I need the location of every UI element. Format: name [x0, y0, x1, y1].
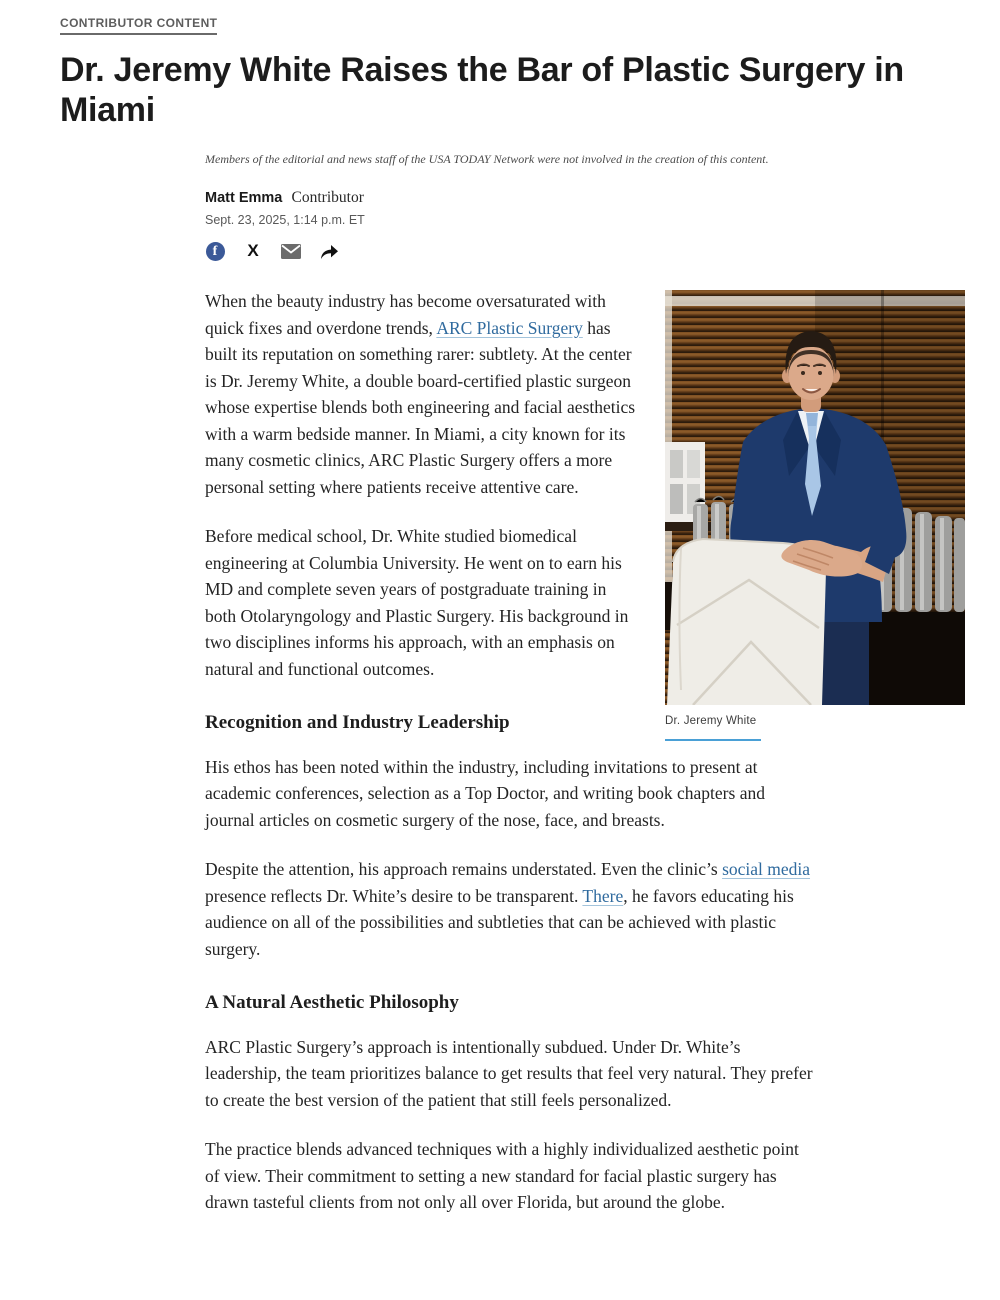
article-paragraph: The practice blends advanced techniques with a highly individualized aesthetic point of view. Their commitment to setting a new standard for facial plastic surgery has drawn tasteful clients from not only all over Florida, but around the globe. [205, 1139, 799, 1213]
inline-link[interactable]: social media [722, 859, 811, 880]
contributor-content-kicker: CONTRIBUTOR CONTENT [60, 16, 217, 35]
byline [205, 189, 965, 207]
inline-link[interactable]: ARC Plastic Surgery [436, 317, 583, 338]
section-heading: A Natural Aesthetic Philosophy [205, 992, 459, 1014]
article-body-region [205, 288, 965, 1216]
share-toolbar [205, 241, 965, 261]
x-icon: X [247, 241, 259, 261]
photo-caption: Dr. Jeremy White [665, 715, 757, 728]
article-meta [205, 151, 965, 261]
doctor-photo [665, 290, 965, 705]
more-share-button[interactable] [319, 241, 339, 261]
publish-date: Sept. 23, 2025, 1:14 p.m. ET [205, 213, 365, 228]
article-paragraph: Before medical school, Dr. White studied biomedical engineering at Columbia University. He went on to earn his MD and complete seven years of postgraduate training in both Otolaryngology and Plastic Surgery. His background in two disciplines informs his approach, with an emphasis on natural and functional outcomes. [205, 526, 629, 679]
article-paragraph: When the beauty industry has become oversaturated with quick fixes and overdone trends, ARC Plastic Surgery has built its reputation on something rarer: subtlety. At the center is Dr. Jeremy White, a double board-certified plastic surgeon whose expertise blends both engineering and facial aesthetics with a warm bedside manner. In Miami, a city known for its many cosmetic clinics, ARC Plastic Surgery offers a more personal setting where patients receive attentive care. [205, 291, 636, 497]
article-paragraph: ARC Plastic Surgery’s approach is intentionally subdued. Under Dr. White’s leadership, the team prioritizes balance to get results that feel very natural. They prefer to create the best version of the patient that still feels personalized. [205, 1036, 813, 1110]
share-arrow-icon [319, 243, 339, 260]
email-share-button[interactable] [281, 241, 301, 261]
section-heading: Recognition and Industry Leadership [205, 712, 510, 734]
author-role: Contributor [291, 189, 364, 207]
email-icon [281, 244, 301, 259]
photo-illustration [665, 290, 965, 705]
caption-rule [665, 739, 761, 741]
x-share-button[interactable] [243, 241, 263, 261]
article-paragraph: His ethos has been noted within the industry, including invitations to present at academic conferences, selection as a Top Doctor, and writing book chapters and journal articles on cosmetic surgery of the nose, face, and breasts. [205, 756, 765, 830]
article-paragraph: Despite the attention, his approach remains understated. Even the clinic’s social media presence reflects Dr. White’s desire to be transparent. There, he favors educating his audience on all of the possibilities and subtleties that can be achieved with plastic surgery. [205, 859, 811, 959]
facebook-icon: f [206, 242, 225, 261]
editorial-disclaimer: Members of the editorial and news staff of the USA TODAY Network were not involved in the creation of this content. [205, 151, 769, 166]
facebook-share-button[interactable] [205, 241, 225, 261]
doctor-photo-figure [665, 290, 965, 741]
author-name[interactable]: Matt Emma [205, 190, 283, 207]
inline-link[interactable]: There [582, 885, 624, 906]
page-title: Dr. Jeremy White Raises the Bar of Plastic Surgery in Miami [60, 51, 904, 130]
